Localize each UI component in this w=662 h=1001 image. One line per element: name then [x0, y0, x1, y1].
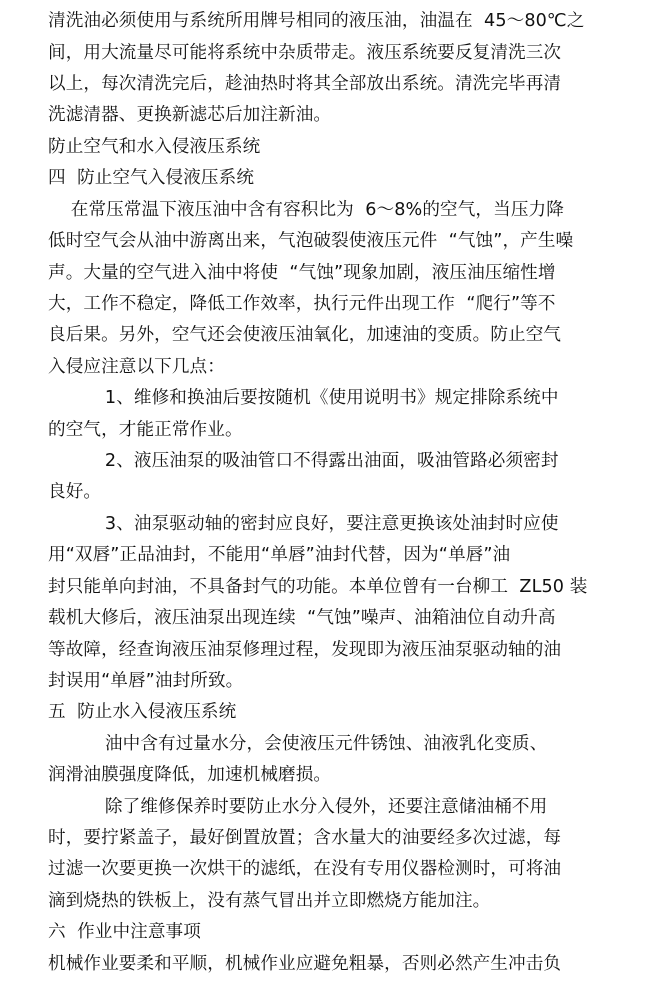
list-item: 3、油泵驱动轴的密封应良好，要注意更换该处油封时应使	[48, 514, 559, 534]
text-line: 滴到烧热的铁板上，没有蒸气冒出并立即燃烧方能加注。	[48, 891, 491, 911]
text-line: 间，用大流量尽可能将系统中杂质带走。液压系统要反复清洗三次	[48, 43, 562, 63]
text-line: 低时空气会从油中游离出来，气泡破裂使液压元件 “气蚀”，产生噪	[48, 231, 574, 251]
text-line: 的空气，才能正常作业。	[48, 420, 243, 440]
section-heading: 五 防止水入侵液压系统	[48, 702, 237, 722]
text-line: 封误用“单唇”油封所致。	[48, 671, 244, 691]
text-line: 良好。	[48, 482, 102, 502]
section-heading: 四 防止空气入侵液压系统	[48, 168, 255, 188]
text-line: 用“双唇”正品油封，不能用“单唇”油封代替，因为“单唇”油	[48, 545, 511, 565]
text-line: 时，要拧紧盖子，最好倒置放置；含水量大的油要经多次过滤，每	[48, 828, 562, 848]
text-line: 洗滤清器、更换新滤芯后加注新油。	[48, 105, 332, 125]
list-item: 2、液压油泵的吸油管口不得露出油面，吸油管路必须密封	[48, 451, 559, 471]
section-heading: 防止空气和水入侵液压系统	[48, 137, 261, 157]
text-line: 油中含有过量水分，会使液压元件锈蚀、油液乳化变质、	[48, 734, 548, 754]
list-item: 1、维修和换油后要按随机《使用说明书》规定排除系统中	[48, 388, 559, 408]
text-line: 在常压常温下液压油中含有容积比为 6～8%的空气，当压力降	[48, 200, 564, 220]
text-line: 除了维修保养时要防止水分入侵外，还要注意储油桶不用	[48, 797, 548, 817]
text-line: 良后果。另外，空气还会使液压油氧化，加速油的变质。防止空气	[48, 325, 562, 345]
text-line: 声。大量的空气进入油中将使 “气蚀”现象加剧，液压油压缩性增	[48, 263, 556, 283]
section-heading: 六 作业中注意事项	[48, 922, 201, 942]
text-line: 过滤一次要更换一次烘干的滤纸，在没有专用仪器检测时，可将油	[48, 859, 562, 879]
text-line: 等故障，经查询液压油泵修理过程，发现即为液压油泵驱动轴的油	[48, 640, 562, 660]
text-line: 润滑油膜强度降低，加速机械磨损。	[48, 765, 332, 785]
text-line: 封只能单向封油，不具备封气的功能。本单位曾有一台柳工 ZL50 装	[48, 577, 588, 597]
text-line: 机械作业要柔和平顺，机械作业应避免粗暴，否则必然产生冲击负	[48, 954, 562, 974]
text-line: 入侵应注意以下几点：	[48, 357, 225, 377]
text-line: 清洗油必须使用与系统所用牌号相同的液压油，油温在 45～80℃之	[48, 11, 585, 31]
text-line: 载机大修后，液压油泵出现连续 “气蚀”噪声、油箱油位自动升高	[48, 608, 556, 628]
text-line: 以上，每次清洗完后，趁油热时将其全部放出系统。清洗完毕再清	[48, 74, 562, 94]
text-line: 大，工作不稳定，降低工作效率，执行元件出现工作 “爬行”等不	[48, 294, 556, 314]
